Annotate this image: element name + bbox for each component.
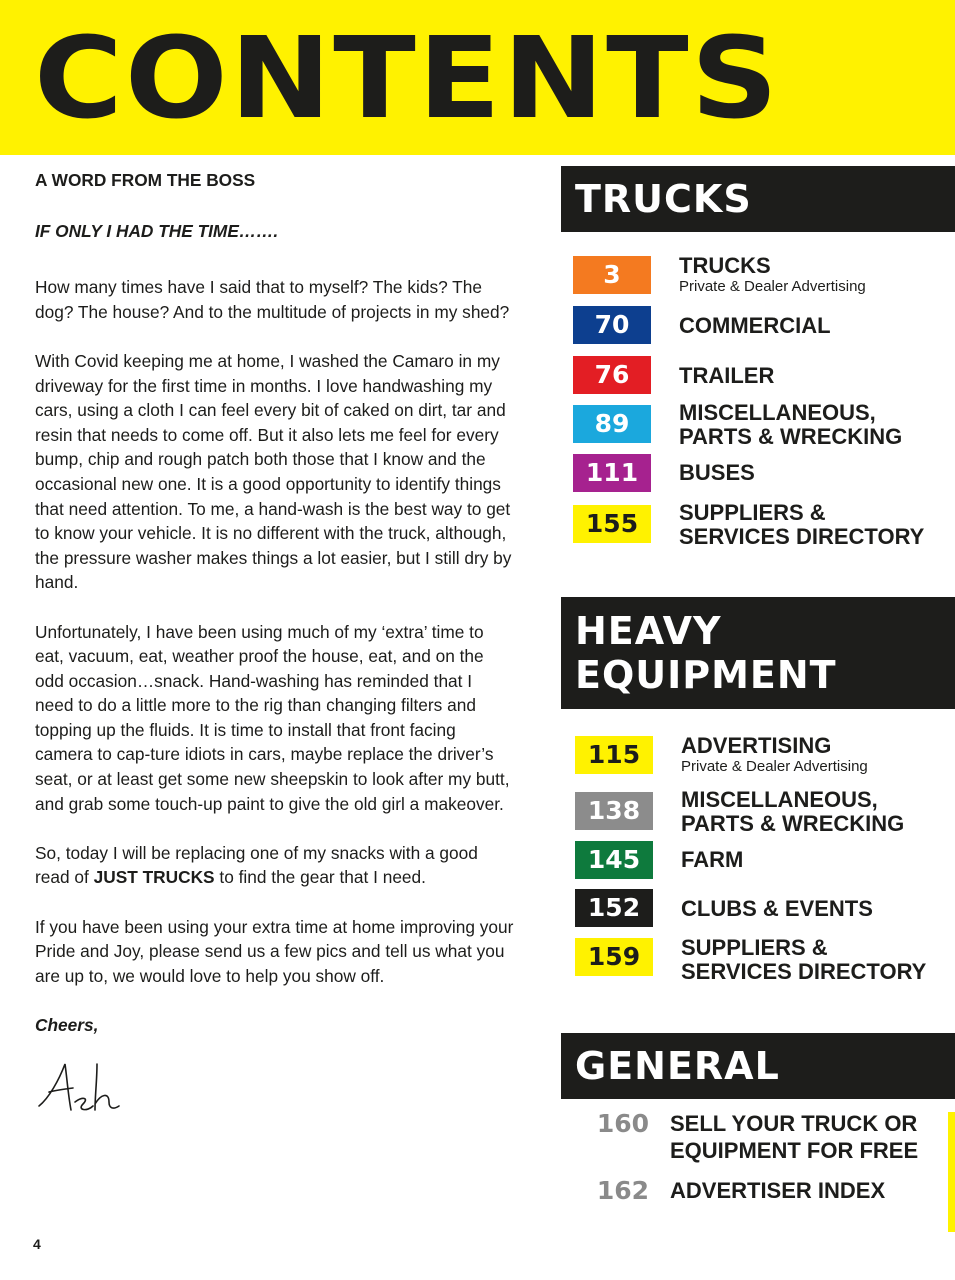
entry-title: SUPPLIERS & SERVICES DIRECTORY (681, 935, 927, 984)
page-number-badge: 138 (575, 792, 653, 830)
page-number-badge: 70 (573, 306, 651, 344)
p4-text-end: to find the gear that I need. (214, 867, 426, 888)
letter-paragraph-5: If you have been using your extra time at home improving your Pride and Joy, please send us a few pics and tell us what you are up to, we would love to help you show off. (35, 916, 514, 986)
page-number-badge: 159 (575, 938, 653, 976)
heavy-equipment-section-heading (561, 597, 955, 709)
entry-title: ADVERTISING (681, 733, 832, 758)
header-banner (0, 0, 955, 155)
letter-paragraph-1: How many times have I said that to myself? The kids? The dog? The house? And to the multitude of projects in my shed? (35, 277, 510, 322)
page-number-badge: 76 (573, 356, 651, 394)
heavy-title-line-1: HEAVY (575, 609, 722, 653)
entry-title: SUPPLIERS & SERVICES DIRECTORY (679, 500, 925, 549)
page-number-badge: 155 (573, 505, 651, 543)
letter-paragraph-2: With Covid keeping me at home, I washed the Camaro in my driveway for the first time in months. I love handwashing my cars, using a cloth I can feel every bit of caked on dirt, tar and resin that needs to come off. But it also lets me feel for every bump, chip and rough patch both those that I know and the occasional new one. It is a good opportunity to identify things that need attention. To me, a hand-wash is the best way to get to know your vehicle. It is no different with the truck, although, the pressure washer makes things a lot easier, but I still dry by hand. (35, 350, 512, 593)
entry-title: CLUBS & EVENTS (681, 896, 873, 921)
page-title: CONTENTS (34, 14, 781, 144)
signature (35, 1058, 130, 1118)
letter-subheading: IF ONLY I HAD THE TIME……. (35, 220, 279, 241)
page-number: 162 (596, 1176, 649, 1205)
p4-text-start: So, today I will be replacing one of my snacks with a good read of (35, 842, 478, 888)
page-number-badge: 3 (573, 256, 651, 294)
page-number-badge: 115 (575, 736, 653, 774)
magazine-name: JUST TRUCKS (93, 867, 215, 888)
entry-title: BUSES (679, 460, 755, 485)
entry-label (679, 254, 949, 296)
letter-paragraph-3: Unfortunately, I have been using much of my ‘extra’ time to eat, vacuum, eat, weather proof the house, eat, and on the odd occasion…snack. Hand-washing has reminded that I need to do a little more to the rig than changing filters and topping up the fluids. It is time to install that front facing camera to cap-ture idiots in cars, maybe replace the driver’s seat, or at least get some new sheepskin to look after my butt, and grab some touch-up paint to give the old girl a makeover. (35, 621, 510, 814)
entry-subtitle: Private & Dealer Advertising (679, 278, 866, 295)
trucks-section-heading (561, 166, 955, 232)
entry-title: MISCELLANEOUS, PARTS & WRECKING (679, 400, 903, 449)
trucks-section-title: TRUCKS (575, 177, 752, 221)
letter-signoff: Cheers, (35, 1015, 99, 1035)
entry-subtitle: Private & Dealer Advertising (681, 758, 868, 775)
entry-title: ADVERTISER INDEX (670, 1178, 886, 1203)
general-section-title: GENERAL (575, 1044, 780, 1088)
entry-title: TRUCKS (679, 253, 771, 278)
page-number-badge: 89 (573, 405, 651, 443)
general-section-heading (561, 1033, 955, 1099)
entry-title: MISCELLANEOUS, PARTS & WRECKING (681, 787, 905, 836)
entry-title: FARM (681, 847, 744, 872)
entry-label (681, 734, 951, 776)
letter-paragraph-4 (35, 841, 515, 890)
letter-heading: A WORD FROM THE BOSS (35, 170, 256, 190)
entry-title: COMMERCIAL (679, 313, 831, 338)
page-number-badge: 111 (573, 454, 651, 492)
page-number-badge: 145 (575, 841, 653, 879)
page-number: 160 (596, 1109, 649, 1138)
page-number: 4 (33, 1236, 41, 1252)
boss-letter (35, 168, 515, 1062)
yellow-edge-strip (948, 1112, 955, 1232)
entry-title: SELL YOUR TRUCK OR EQUIPMENT FOR FREE (670, 1111, 919, 1163)
page-number-badge: 152 (575, 889, 653, 927)
entry-title: TRAILER (679, 363, 775, 388)
heavy-title-line-2: EQUIPMENT (575, 653, 837, 697)
